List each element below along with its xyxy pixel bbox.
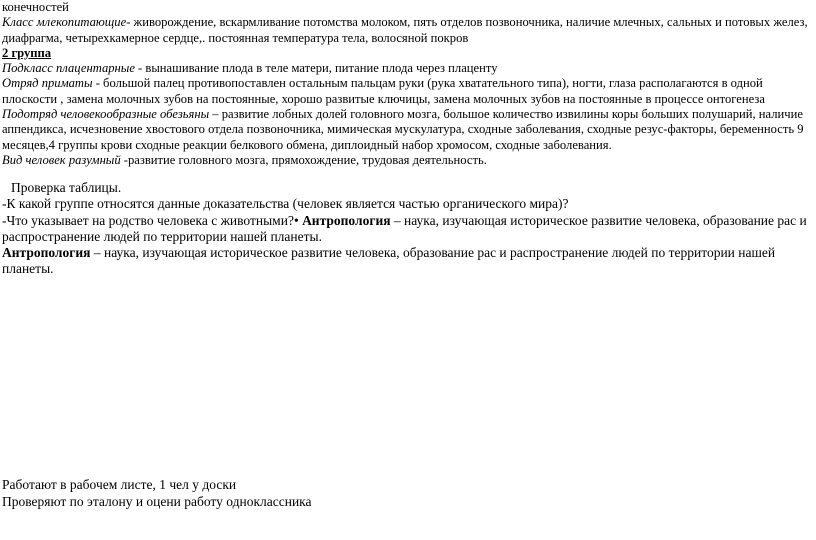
apes-text: – развитие лобных долей головного мозга, большое количество извилины коры больших полушарий, наличие аппендикса, исчезновение хвостового отдела позвоночника, мимическая мускулатура, сходные заболевания, сходные резус-факторы, беременность 9 месяцев,4 группы крови сходные реакции белкового обмена, диплоидный набор хромосом, сходные заболевания. xyxy=(2,107,804,152)
bullet-icon: • xyxy=(293,212,299,228)
apes-term: Подотряд человекообразные обезьяны xyxy=(2,107,210,122)
question-2-paragraph xyxy=(2,213,814,245)
anthropology-text-2: – наука, изучающая историческое развитие человека, образование рас и распространение людей по территории нашей планеты. xyxy=(2,245,776,277)
anthropology-paragraph xyxy=(2,245,814,277)
mammals-text: - живорождение, вскармливание потомства молоком, пять отделов позвоночника, наличие млечных, сальных и потовых желез, диафрагма, четырехкамерное сердце,. постоянная температура тела, волосяной покров xyxy=(2,15,808,45)
check-section xyxy=(2,180,814,277)
primates-text: большой палец противопоставлен остальным пальцам руки (рука хватательного типа), ногти, глаза располагаются в одной плоскости , замена молочных зубов на постоянные, хорошо развитые ключицы, замена молочных зубов на постоянные в процессе онтогенеза xyxy=(2,76,765,106)
question-1: -К какой группе относятся данные доказательства (человек является частью органического мира)? xyxy=(2,196,569,212)
placental-paragraph xyxy=(2,61,814,76)
primates-paragraph xyxy=(2,76,814,107)
top-section xyxy=(2,0,814,168)
work-line-2: Проверяют по эталону и оцени работу одноклассника xyxy=(2,493,312,509)
placental-term: Подкласс плацентарные xyxy=(2,61,135,76)
anthropology-text: – наука, изучающая историческое развитие человека, образование рас и распространение людей по территории нашей планеты. xyxy=(2,212,807,244)
mammals-paragraph xyxy=(2,15,814,46)
group-heading-text: 2 группа xyxy=(2,45,52,60)
apes-paragraph xyxy=(2,107,814,153)
human-paragraph xyxy=(2,153,814,168)
check-title: Проверка таблицы. xyxy=(11,180,122,196)
question-2: -Что указывает на родство человека с животными? xyxy=(2,212,294,228)
work-line-1: Работают в рабочем листе, 1 чел у доски xyxy=(2,477,237,493)
human-text: -развитие головного мозга, прямохождение, трудовая деятельность. xyxy=(120,152,487,167)
anthropology-term-2: Антропология xyxy=(2,245,91,261)
group-heading xyxy=(2,46,814,61)
primates-term: Отряд приматы - xyxy=(2,76,100,91)
anthropology-term: Антропология xyxy=(302,212,391,228)
mammals-term: Класс млекопитающие xyxy=(2,15,127,30)
work-section xyxy=(2,477,814,509)
document-page xyxy=(2,0,814,510)
placental-text: - вынашивание плода в теле матери, питание плода через плаценту xyxy=(134,61,498,76)
human-term: Вид человек разумный xyxy=(2,152,121,167)
line-top: конечностей xyxy=(2,0,69,14)
